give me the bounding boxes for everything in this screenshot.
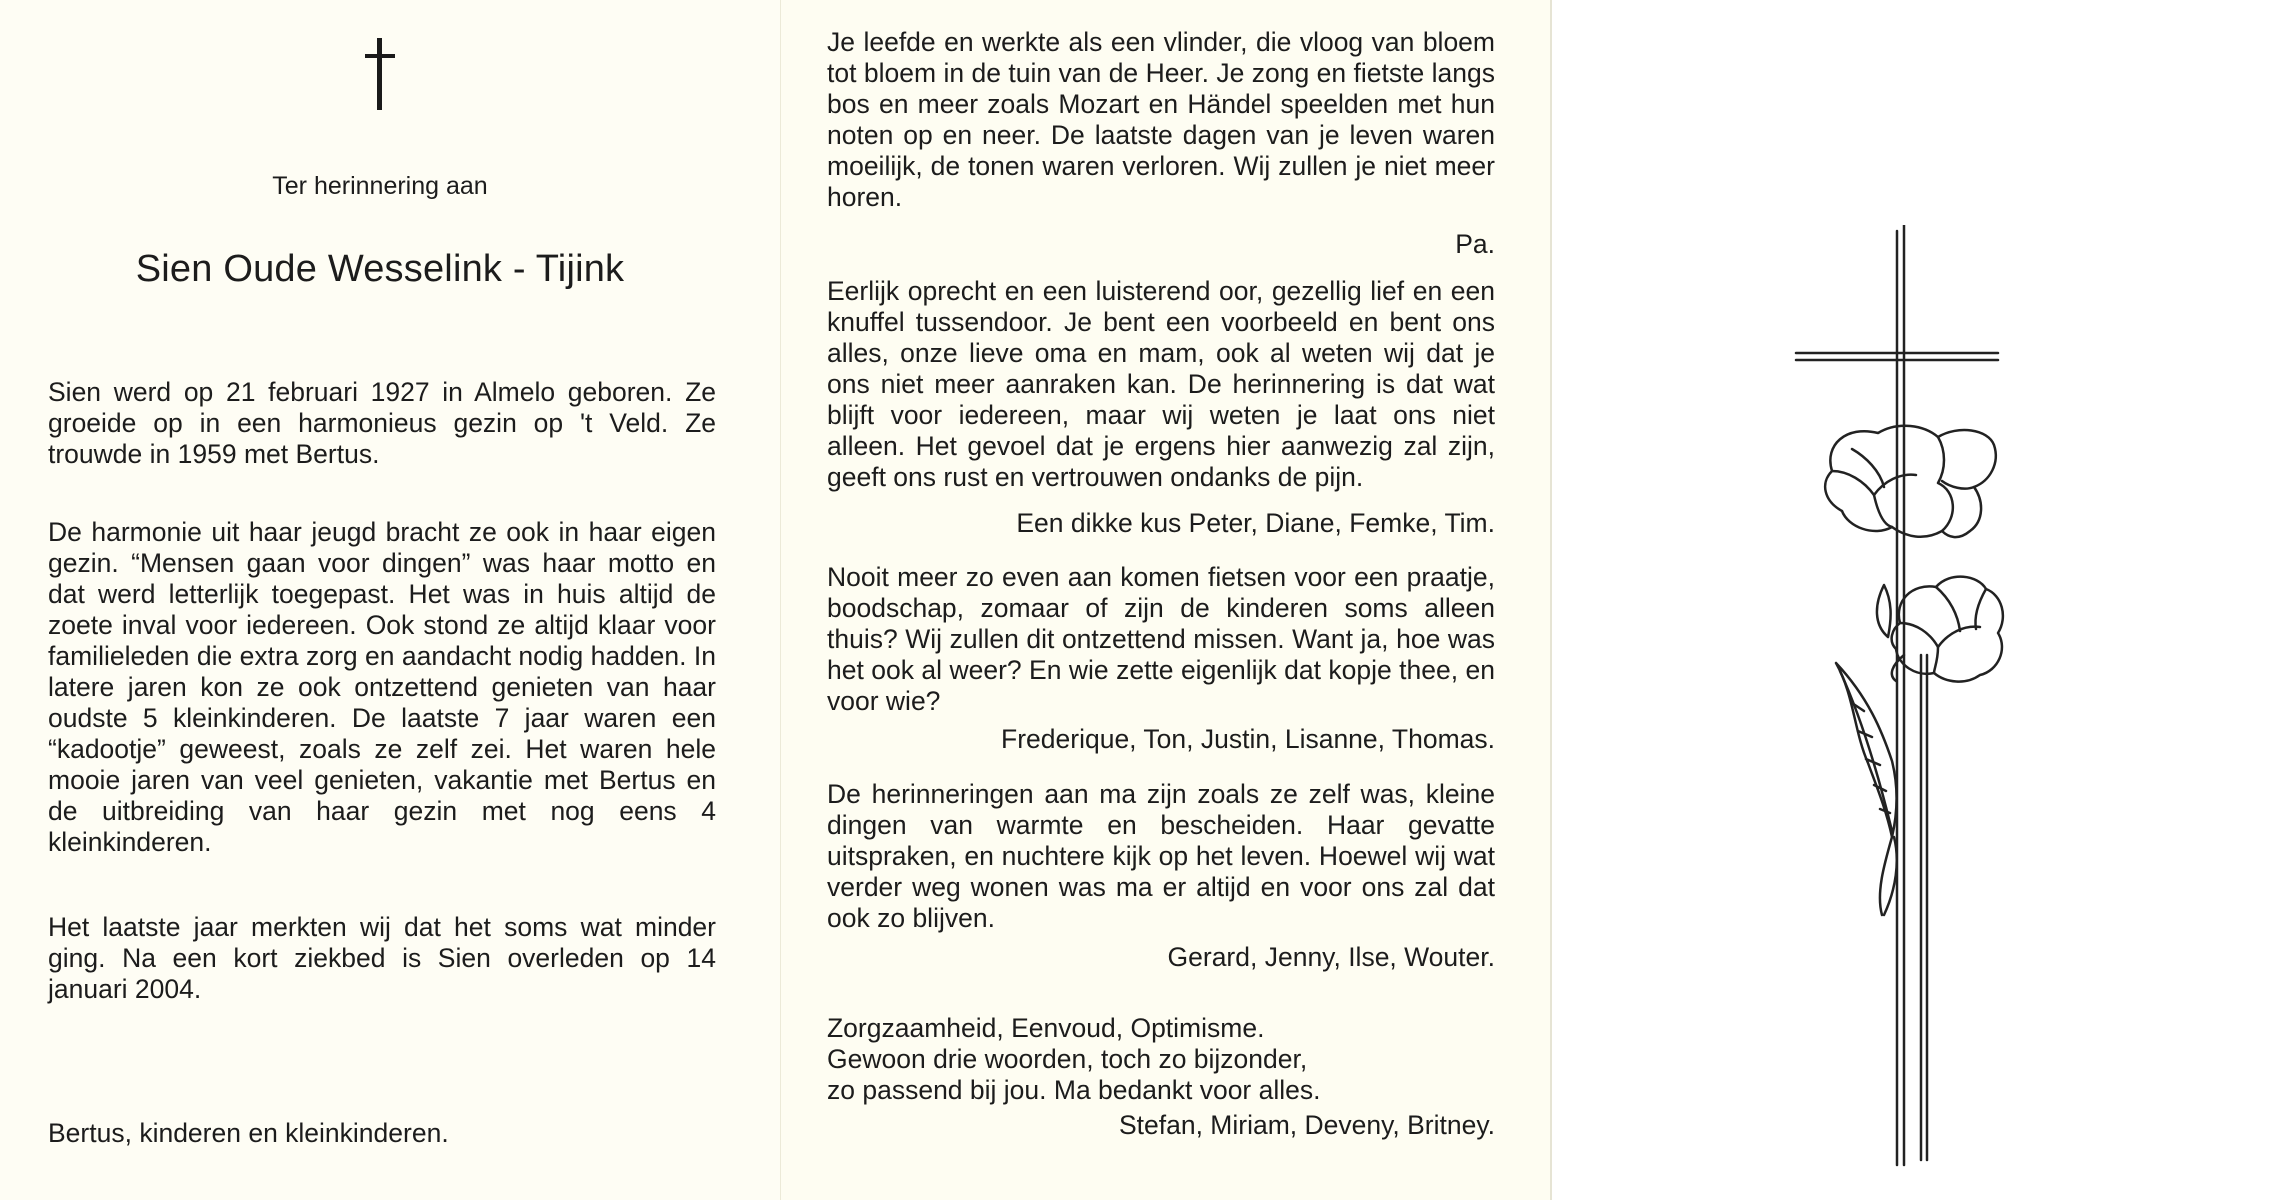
cross-with-poppies-illustration bbox=[1788, 225, 2048, 1175]
tribute-message: Nooit meer zo even aan komen fietsen voor een praatje, boodschap, zomaar of zijn de kinderen soms alleen thuis? Wij zullen dit ontzettend missen. Want ja, hoe was het ook al weer? En wie zette eigenlijk dat kopje thee, en voor wie? bbox=[827, 562, 1495, 716]
poem-line: Zorgzaamheid, Eenvoud, Optimisme. bbox=[827, 1013, 1265, 1043]
intro-text: Ter herinnering aan bbox=[272, 172, 488, 200]
tribute-message: Je leefde en werkte als een vlinder, die vloog van bloem tot bloem in de tuin van de Heer. Je zong en fietste langs bos en meer zoals Mozart en Händel speelden met hun noten op en neer. De laatste dagen van je leven waren moeilijk, de tonen waren verloren. Wij zullen je niet meer horen. bbox=[827, 27, 1495, 212]
biography-paragraph: Het laatste jaar merkten wij dat het soms wat minder ging. Na een kort ziekbed is Sien overleden op 14 januari 2004. bbox=[48, 912, 716, 1004]
right-panel bbox=[1550, 0, 2291, 1200]
deceased-name: Sien Oude Wesselink - Tijink bbox=[135, 248, 625, 290]
middle-panel bbox=[780, 0, 1550, 1200]
left-panel bbox=[0, 0, 780, 1200]
family-signature: Bertus, kinderen en kleinkinderen. bbox=[48, 1118, 449, 1148]
cross-icon bbox=[365, 38, 395, 110]
poem-line: Gewoon drie woorden, toch zo bijzonder, bbox=[827, 1044, 1308, 1074]
poem-line: zo passend bij jou. Ma bedankt voor alles. bbox=[827, 1075, 1321, 1105]
tribute-signature: Gerard, Jenny, Ilse, Wouter. bbox=[1167, 942, 1495, 972]
tribute-message: De herinneringen aan ma zijn zoals ze zelf was, kleine dingen van warmte en bescheiden. Haar gevatte uitspraken, en nuchtere kijk op het leven. Hoewel wij wat verder weg wonen was ma er altijd en voor ons zal dat ook zo blijven. bbox=[827, 779, 1495, 933]
biography-paragraph: De harmonie uit haar jeugd bracht ze ook in haar eigen gezin. “Mensen gaan voor dingen” was haar motto en dat werd letterlijk toegepast. Het was in huis altijd de zoete inval voor iedereen. Ook stond ze altijd klaar voor familieleden die extra zorg en aandacht nodig hadden. In latere jaren kon ze ook ontzettend genieten van haar oudste 5 kleinkinderen. De laatste 7 jaar waren een “kadootje” geweest, zoals ze zelf zei. Het waren hele mooie jaren van veel genieten, vakantie met Bertus en de uitbreiding van haar gezin met nog eens 4 kleinkinderen. bbox=[48, 517, 716, 857]
poem bbox=[827, 1013, 1495, 1106]
poem-signature: Stefan, Miriam, Deveny, Britney. bbox=[1118, 1110, 1495, 1140]
tribute-signature: Frederique, Ton, Justin, Lisanne, Thomas. bbox=[1001, 724, 1495, 754]
tribute-signature: Pa. bbox=[1455, 229, 1495, 259]
tribute-signature: Een dikke kus Peter, Diane, Femke, Tim. bbox=[1016, 508, 1495, 538]
biography-paragraph: Sien werd op 21 februari 1927 in Almelo geboren. Ze groeide op in een harmonieus gezin op 't Veld. Ze trouwde in 1959 met Bertus. bbox=[48, 377, 716, 469]
tribute-message: Eerlijk oprecht en een luisterend oor, gezellig lief en een knuffel tussendoor. Je bent een voorbeeld en bent ons alles, onze lieve oma en mam, ook al weten wij dat je ons niet meer aanraken kan. De herinnering is dat wat blijft voor iedereen, maar wij weten je laat ons niet alleen. Het gevoel dat je ergens hier aanwezig zal zijn, geeft ons rust en vertrouwen ondanks de pijn. bbox=[827, 276, 1495, 492]
